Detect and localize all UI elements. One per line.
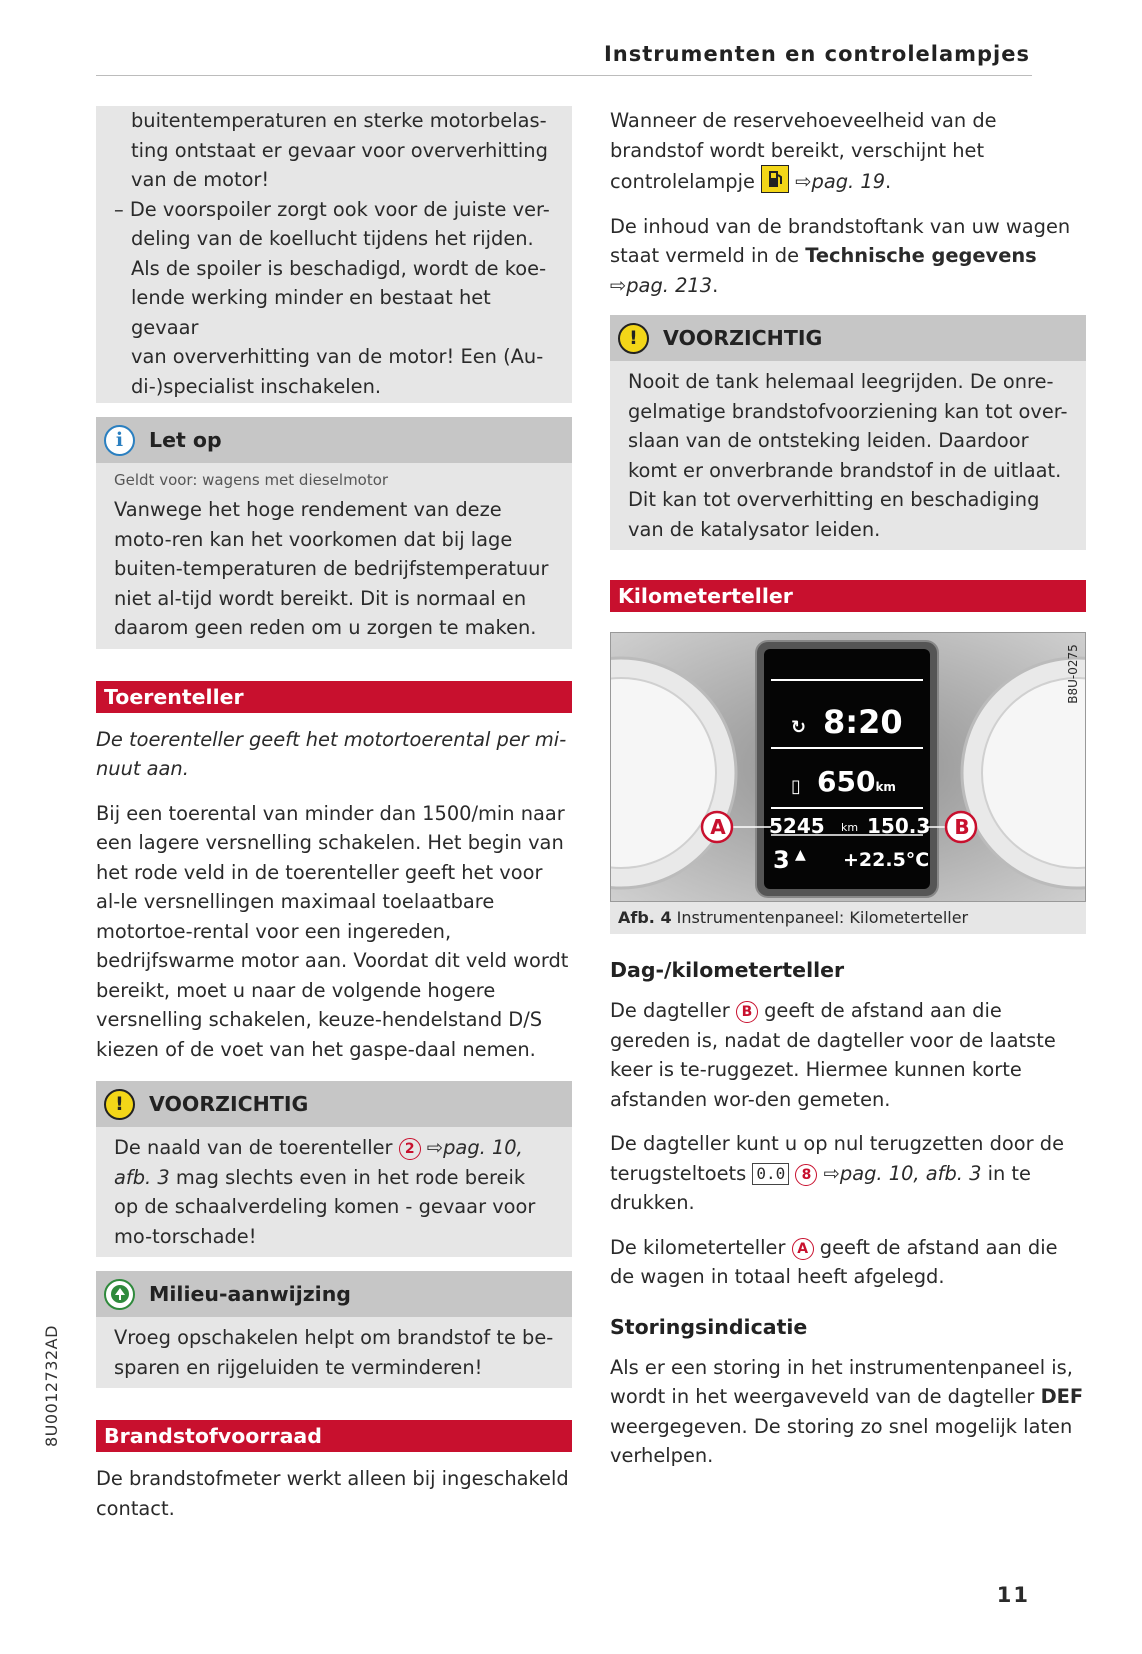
caution-box-header <box>96 1081 572 1127</box>
caution-text: De naald van de toerenteller <box>114 1136 393 1159</box>
bullet-text-line: di-)specialist inschakelen. <box>131 374 382 398</box>
continued-text-line: ting ontstaat er gevaar voor oververhitting <box>131 138 548 162</box>
display-time: 8:20 <box>823 703 903 741</box>
callout-letter: A <box>792 1238 814 1260</box>
continued-text-line: buitentemperaturen en sterke motorbelas- <box>131 109 547 132</box>
continued-warning-box <box>96 106 572 403</box>
callout-letter: B <box>736 1001 758 1023</box>
figure-caption-text: Instrumentenpaneel: Kilometerteller <box>676 908 969 927</box>
display-range <box>817 765 896 798</box>
display-temperature: +22.5°C <box>843 849 930 871</box>
fuel-pump-icon <box>761 165 789 193</box>
callout-label-a: A <box>710 815 726 839</box>
environment-note-box <box>96 1271 572 1388</box>
display-odometer-unit: km <box>841 821 859 834</box>
reset-text: De dagteller kunt u op nul terugzetten door de terugsteltoets <box>610 1132 1065 1185</box>
figure-code: B8U-0275 <box>1066 644 1080 704</box>
display-gear: 3 <box>773 846 790 874</box>
bullet-text-line: deling van de koellucht tijdens het rijden. <box>131 227 534 250</box>
section-heading-brandstofvoorraad: Brandstofvoorraad <box>96 1420 572 1452</box>
page-number: 11 <box>996 1583 1030 1607</box>
display-trip: 150.3 <box>867 814 931 838</box>
reset-paragraph <box>610 1129 1086 1218</box>
page-header-title: Instrumenten en controlelampjes <box>603 42 1030 66</box>
tank-paragraph: De inhoud van de brandstoftank van uw wagen staat vermeld in de Technische gegevens ⇨pag. 213. <box>610 214 1071 297</box>
environment-box-title: Milieu-aanwijzing <box>149 1282 351 1306</box>
caution-box-title: VOORZICHTIG <box>663 326 823 350</box>
display-fuel-icon: ▯ <box>791 776 801 797</box>
note-box-body <box>96 463 572 649</box>
bullet-text-line: Als de spoiler is beschadigd, wordt de koe- <box>131 256 547 280</box>
display-range-unit: km <box>875 780 896 794</box>
storing-bold-text: DEF <box>1040 1385 1084 1408</box>
odometer-text: geeft de afstand aan die de wagen in totaal heeft afgelegd. <box>610 1235 1058 1288</box>
display-range-value: 650 <box>817 765 876 798</box>
header-divider <box>96 75 1032 76</box>
left-column <box>96 106 572 1538</box>
bullet-line: – De voorspoiler zorgt ook voor de juiste ver- <box>114 197 550 221</box>
display-clock-icon: ↻ <box>791 717 807 738</box>
warning-icon: ! <box>104 1089 135 1120</box>
subheading-storingsindicatie: Storingsindicatie <box>610 1314 808 1339</box>
caution-box-title: VOORZICHTIG <box>149 1092 309 1116</box>
callout-label-b: B <box>954 815 970 839</box>
odometer-paragraph <box>610 1233 1086 1292</box>
figure-caption <box>610 902 1086 934</box>
section-body-text: De brandstofmeter werkt alleen bij ingeschakeld contact. <box>96 1467 569 1520</box>
section-body-text: Bij een toerental van minder dan 1500/min naar een lagere versnelling schakelen. Het begin van het rode veld in de toerenteller geeft het voor al-le versnellingen maximaal toelaatbare motortoe-rental voor een ingereden, bedrijfswarme motor aan. Voordat dit veld wordt bereikt, moet u naar de volgende hogere versnelling schakelen, keuze-hendelstand D/S kiezen of de voet van het gaspe-daal nemen. <box>96 801 569 1061</box>
section-heading-toerenteller: Toerenteller <box>96 681 572 713</box>
display-odometer: 5245 <box>769 814 825 838</box>
note-box-title: Let op <box>149 428 222 452</box>
upshift-arrow-icon: ▲ <box>795 847 806 863</box>
instrument-panel-figure <box>610 632 1086 902</box>
dagteller-paragraph <box>610 996 1086 1114</box>
storing-text: weergegeven. De storing zo snel mogelijk laten verhelpen. <box>610 1414 1073 1467</box>
storing-paragraph <box>610 1353 1086 1471</box>
caution-box-body <box>610 361 1086 550</box>
tree-icon <box>104 1279 135 1310</box>
page-reference-link[interactable]: ⇨pag. 213 <box>610 273 713 297</box>
reset-text: in te drukken. <box>610 1161 1031 1214</box>
info-icon: i <box>104 425 135 456</box>
reserve-paragraph: Wanneer de reservehoeveelheid van de brandstof wordt bereikt, verschijnt het controlelampje ⇨pag. 19. <box>610 109 997 193</box>
note-box-applicability: Geldt voor: wagens met dieselmotor <box>114 471 389 489</box>
warning-icon: ! <box>618 323 649 354</box>
caution-box-text: Nooit de tank helemaal leegrijden. De onre-gelmatige brandstofvoorziening kan tot over-slaan van de ontsteking leiden. Daardoor komt er onverbrande brandstof in de uitlaat. Dit kan tot oververhitting en beschadiging van de katalysator leiden. <box>628 370 1068 541</box>
environment-box-body <box>96 1317 572 1388</box>
tank-text: De inhoud van de brandstoftank van uw wagen staat vermeld in de <box>610 214 1071 267</box>
tank-bold-text: Technische gegevens <box>805 244 1037 267</box>
reset-key-symbol: 0.0 <box>752 1163 789 1185</box>
page-reference-link[interactable]: ⇨pag. 19 <box>795 170 886 193</box>
environment-box-text: Vroeg opschakelen helpt om brandstof te be-sparen en rijgeluiden te verminderen! <box>114 1326 554 1379</box>
right-column <box>610 106 1086 1486</box>
page-reference-link[interactable]: ⇨pag. 10, afb. 3 <box>114 1136 523 1189</box>
page-reference-link[interactable]: ⇨pag. 10, afb. 3 <box>823 1161 982 1185</box>
odometer-text: De kilometerteller <box>610 1235 786 1259</box>
caution-text: mag slechts even in het rode bereik op de schaalverdeling komen - gevaar voor mo-torschade! <box>114 1165 536 1248</box>
caution-box <box>96 1081 572 1257</box>
figure-caption-number: Afb. 4 <box>618 908 672 927</box>
caution-box <box>610 315 1086 550</box>
section-heading-kilometerteller: Kilometerteller <box>610 580 1086 612</box>
reserve-text: Wanneer de reservehoeveelheid van de brandstof wordt bereikt, verschijnt het controlelampje <box>610 109 997 193</box>
continued-text-line: van de motor! <box>131 168 270 191</box>
caution-box-body <box>96 1127 572 1257</box>
environment-box-header <box>96 1271 572 1317</box>
note-box-header <box>96 417 572 463</box>
note-box-text: Vanwege het hoge rendement van deze moto-ren kan het voorkomen dat bij lage buiten-temperaturen de bedrijfstemperatuur niet al-tijd wordt bereikt. Dit is normaal en daarom geen reden om u zorgen te maken. <box>114 498 549 639</box>
bullet-text-line: van oververhitting van de motor! Een (Au- <box>131 345 544 368</box>
caution-box-header <box>610 315 1086 361</box>
dagteller-text: geeft de afstand aan die gereden is, nadat de dagteller voor de laatste keer is te-ruggezet. Hiermee kunnen korte afstanden wor-den gemeten. <box>610 999 1056 1111</box>
section-lead-text: De toerenteller geeft het motortoerental per mi-nuut aan. <box>96 727 567 780</box>
storing-text: Als er een storing in het instrumentenpaneel is, wordt in het weergaveveld van de dagteller <box>610 1355 1073 1408</box>
callout-number: 8 <box>795 1164 817 1186</box>
callout-number: 2 <box>399 1138 421 1160</box>
note-box <box>96 417 572 649</box>
dagteller-text: De dagteller <box>610 999 730 1022</box>
subheading-dagteller: Dag-/kilometerteller <box>610 958 845 982</box>
bullet-text-line: lende werking minder en bestaat het gevaar <box>131 286 491 339</box>
document-code: 8U0012732AD <box>42 1325 61 1447</box>
